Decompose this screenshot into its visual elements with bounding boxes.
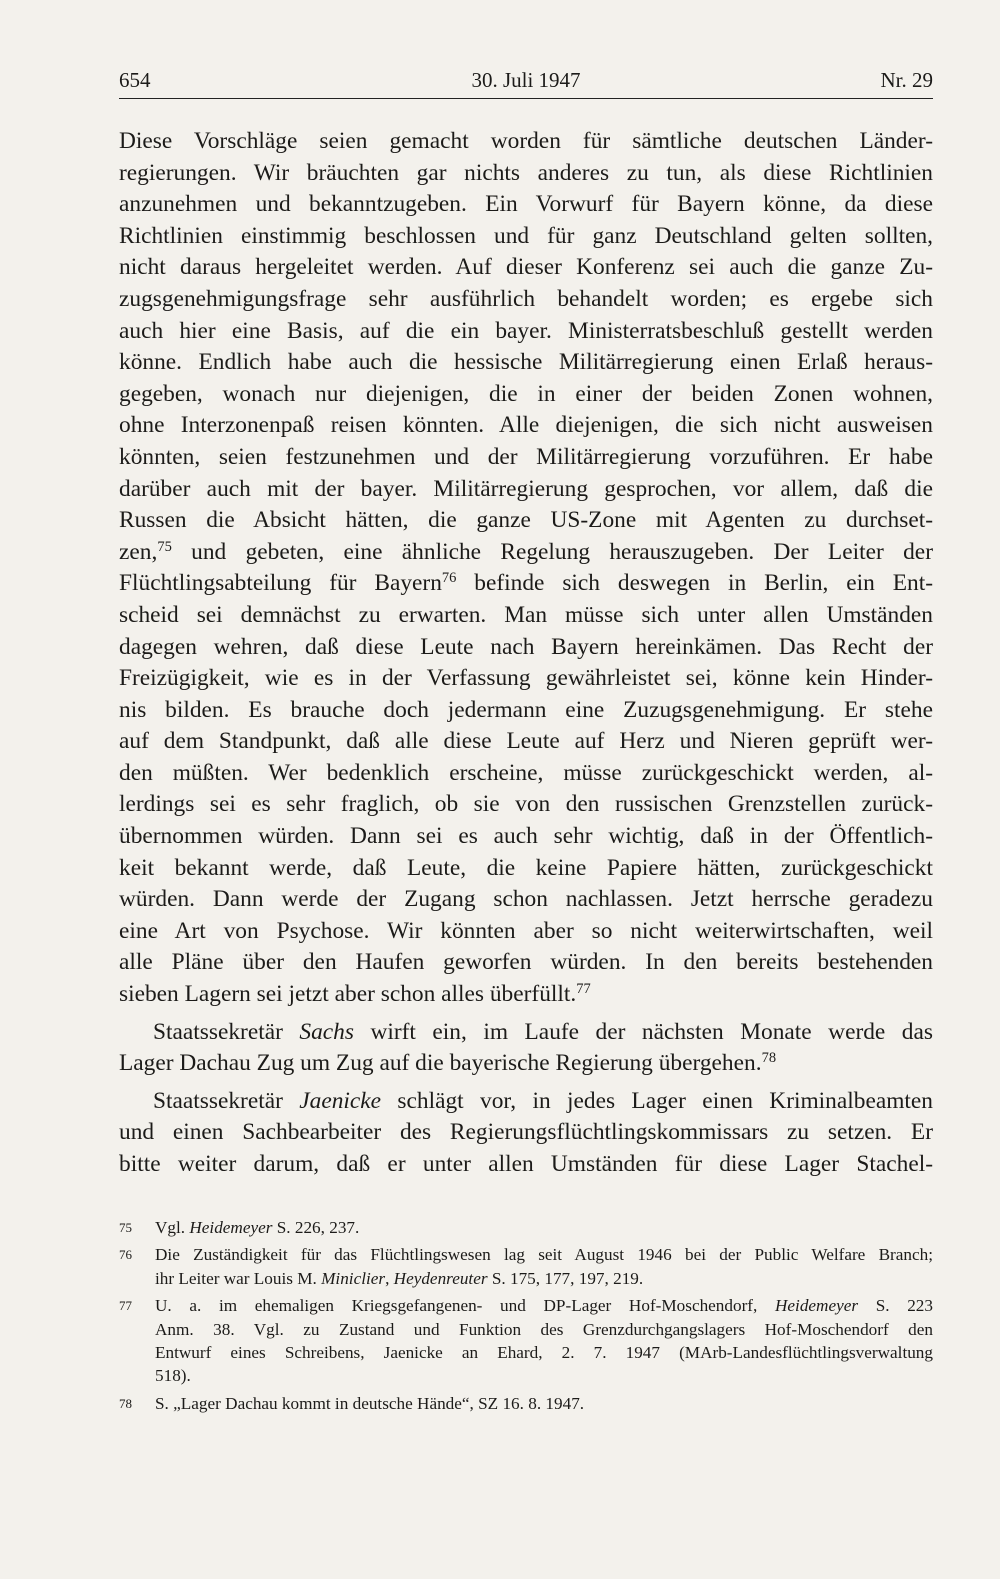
author-name: Heidemeyer — [189, 1218, 273, 1237]
text-line: auf dem Standpunkt, daß alle diese Leute auf Herz und Nieren geprüft wer- — [119, 728, 933, 755]
running-header — [119, 64, 933, 99]
text-line: Russen die Absicht hätten, die ganze US-Zone mit Agenten zu durchset- — [119, 507, 933, 534]
text-line: Freizügigkeit, wie es in der Verfassung gewährleistet sei, könne kein Hinder- — [119, 665, 933, 692]
footnote-line: Anm. 38. Vgl. zu Zustand und Funktion des Grenzdurchgangslagers Hof-Moschendorf den — [155, 1319, 933, 1339]
header-date: 30. Juli 1947 — [471, 68, 581, 92]
author-name: Heydenreuter — [393, 1268, 488, 1288]
text-fragment: , — [385, 1268, 394, 1288]
text-line: alle Pläne über den Haufen geworfen würden. In den bereits bestehenden — [119, 949, 933, 976]
text-fragment: schlägt vor, in jedes Lager einen Kriminalbeamten — [381, 1087, 933, 1114]
footnote-line — [155, 1216, 933, 1239]
text-line: den müßten. Wer bedenklich erscheine, müsse zurückgeschickt werden, al- — [119, 759, 933, 786]
footnote-76 — [119, 1243, 933, 1290]
text-fragment: und gebeten, eine ähnliche Regelung herauszugeben. Der Leiter der — [191, 538, 933, 565]
text-fragment: S. 175, 177, 197, 219. — [487, 1268, 644, 1288]
footnote-ref-77[interactable]: 77 — [576, 981, 591, 998]
footnote-line: Die Zuständigkeit für das Flüchtlingswesen lag seit August 1946 bei der Public Welfare Branch; — [155, 1245, 933, 1265]
footnote-number: 76 — [119, 1247, 132, 1263]
text-line — [119, 979, 933, 1011]
author-name: Miniclier — [321, 1268, 386, 1288]
text-line: und einen Sachbearbeiter des Regierungsflüchtlingskommissars zu setzen. Er — [119, 1119, 933, 1146]
text-fragment: Lager Dachau Zug um Zug auf die bayerische Regierung übergehen. — [119, 1050, 762, 1077]
person-name: Sachs — [299, 1018, 354, 1045]
text-line: auch hier eine Basis, auf die ein bayer. Ministerratsbeschluß gestellt werden — [119, 317, 933, 344]
text-line — [119, 1048, 933, 1080]
page-number: 654 — [119, 68, 151, 92]
text-line — [119, 537, 933, 569]
text-line: ohne Interzonenpaß reisen könnten. Alle diejenigen, die sich nicht ausweisen — [119, 412, 933, 439]
text-line: nicht daraus hergeleitet werden. Auf dieser Konferenz sei auch die ganze Zu- — [119, 254, 933, 281]
footnotes — [119, 1216, 933, 1415]
text-fragment: ihr Leiter war Louis M. — [155, 1268, 322, 1288]
text-fragment: befinde sich deswegen in Berlin, ein Ent- — [474, 570, 933, 597]
text-line: zugsgenehmigungsfrage sehr ausführlich behandelt worden; es ergebe sich — [119, 285, 933, 312]
footnote-line — [155, 1294, 933, 1317]
paragraph-sachs — [119, 1017, 933, 1049]
author-name: Heidemeyer — [775, 1296, 859, 1316]
text-line: übernommen würden. Dann sei es auch sehr wichtig, daß in der Öffentlich- — [119, 823, 933, 850]
text-fragment: sieben Lagern sei jetzt aber schon alles überfüllt. — [119, 981, 577, 1008]
text-line: könnten, seien festzunehmen und der Militärregierung vorzuführen. Er habe — [119, 443, 933, 470]
text-fragment: Staatssekretär — [153, 1018, 300, 1045]
footnote-line: Entwurf eines Schreibens, Jaenicke an Ehard, 2. 7. 1947 (MArb-Landesflüchtlingsverwaltung — [155, 1343, 933, 1363]
footnote-78 — [119, 1392, 933, 1415]
footnote-number: 77 — [119, 1298, 132, 1314]
footnote-75 — [119, 1216, 933, 1239]
footnote-line — [155, 1267, 933, 1290]
text-line: scheid sei demnächst zu erwarten. Man müsse sich unter allen Umständen — [119, 601, 933, 628]
text-line: nis bilden. Es brauche doch jedermann eine Zuzugsgenehmigung. Er stehe — [119, 696, 933, 723]
footnote-77 — [119, 1294, 933, 1388]
text-line: darüber auch mit der bayer. Militärregierung gesprochen, vor allem, daß die — [119, 475, 933, 502]
text-fragment: U. a. im ehemaligen Kriegsgefangenen- und DP-Lager Hof-Moschendorf, — [155, 1296, 775, 1316]
text-fragment: Staatssekretär — [153, 1087, 300, 1114]
footnote-ref-76[interactable]: 76 — [441, 570, 457, 587]
footnote-ref-75[interactable]: 75 — [157, 538, 172, 555]
text-fragment: zen, — [119, 538, 158, 565]
footnote-ref-78[interactable]: 78 — [761, 1050, 777, 1067]
footnote-number: 75 — [119, 1220, 132, 1235]
text-fragment: Flüchtlingsabteilung für Bayern — [119, 570, 442, 597]
issue-number: Nr. 29 — [880, 68, 933, 92]
text-line: würden. Dann werde der Zugang schon nachlassen. Jetzt herrsche geradezu — [119, 886, 933, 913]
text-line: könne. Endlich habe auch die hessische Militärregierung einen Erlaß heraus- — [119, 349, 933, 376]
text-line: anzunehmen und bekanntzugeben. Ein Vorwurf für Bayern könne, da diese — [119, 191, 933, 218]
footnote-number: 78 — [119, 1395, 132, 1411]
text-line: Diese Vorschläge seien gemacht worden für sämtliche deutschen Länder- — [119, 128, 933, 154]
text-fragment: Vgl. — [155, 1218, 190, 1237]
text-line: eine Art von Psychose. Wir könnten aber so nicht weiterwirtschaften, weil — [119, 917, 933, 944]
text-line: bitte weiter darum, daß er unter allen Umständen für diese Lager Stachel- — [119, 1151, 933, 1177]
text-fragment: wirft ein, im Laufe der nächsten Monate werde das — [353, 1018, 933, 1045]
text-line: Richtlinien einstimmig beschlossen und für ganz Deutschland gelten sollten, — [119, 222, 933, 249]
footnote-line: 518). — [155, 1366, 191, 1386]
text-line: gegeben, wonach nur diejenigen, die in einer der beiden Zonen wohnen, — [119, 380, 933, 407]
text-line — [119, 568, 933, 600]
person-name: Jaenicke — [299, 1087, 382, 1114]
text-line: lerdings sei es sehr fraglich, ob sie von den russischen Grenzstellen zurück- — [119, 791, 933, 818]
body-text — [119, 126, 933, 1181]
text-fragment: S. 226, 237. — [272, 1218, 360, 1237]
text-line: dagegen wehren, daß diese Leute nach Bayern hereinkämen. Das Recht der — [119, 633, 933, 660]
text-fragment: S. 223 — [858, 1296, 933, 1316]
paragraph-jaenicke — [119, 1086, 933, 1118]
text-line: keit bekannt werde, daß Leute, die keine Papiere hätten, zurückgeschickt — [119, 854, 933, 881]
footnote-line: S. „Lager Dachau kommt in deutsche Hände“, SZ 16. 8. 1947. — [155, 1393, 585, 1413]
text-line: regierungen. Wir bräuchten gar nichts anderes zu tun, als diese Richtlinien — [119, 159, 933, 186]
